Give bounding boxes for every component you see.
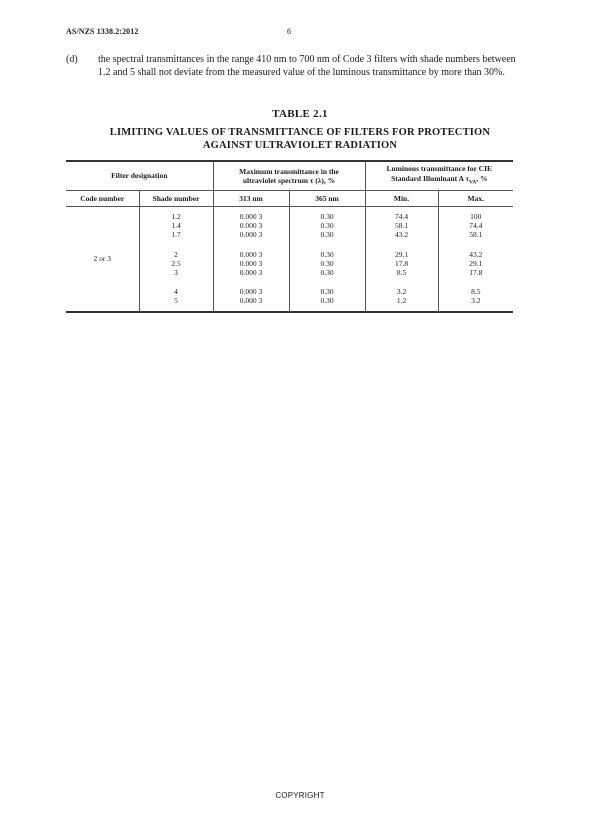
t313-value: 0.000 3	[239, 249, 263, 259]
header-luminous-transmittance	[365, 161, 513, 191]
t313-value: 0.000 3	[239, 212, 263, 221]
t365-value: 0.30	[320, 296, 334, 306]
page-number: 6	[287, 27, 291, 36]
max-value: 100	[470, 212, 482, 221]
copyright-footer: COPYRIGHT	[275, 791, 325, 800]
header-max: Max.	[438, 191, 513, 207]
header-luminous-subscript: VA	[468, 179, 477, 186]
min-value: 3.2	[396, 287, 407, 297]
table-number: TABLE 2.1	[272, 108, 328, 120]
shade-value: 3	[174, 268, 178, 278]
t365-value: 0.30	[320, 221, 334, 231]
standard-designation: AS/NZS 1338.2:2012	[66, 27, 139, 36]
table-row	[66, 207, 513, 245]
max-value: 17.8	[469, 268, 483, 278]
min-group-3	[365, 282, 438, 311]
header-max-uv-transmittance	[213, 161, 365, 191]
code-number-value: 2 or 3	[93, 254, 111, 264]
max-value: 3.2	[471, 296, 481, 306]
header-shade-number: Shade number	[139, 191, 213, 207]
t313-value: 0.000 3	[239, 258, 263, 268]
min-group-2	[365, 245, 438, 283]
shade-value: 1.7	[171, 230, 181, 240]
shade-value: 1.4	[171, 221, 181, 231]
table-title	[60, 127, 540, 152]
shade-value: 2	[174, 249, 178, 259]
max-group-1	[438, 207, 513, 245]
t313-value: 0.000 3	[239, 230, 263, 240]
header-filter-designation: Filter designation	[66, 161, 213, 191]
shade-group-1	[139, 207, 213, 245]
t365-group-2	[289, 245, 365, 283]
t365-value: 0.30	[320, 287, 334, 297]
max-group-2	[438, 245, 513, 283]
header-code-number: Code number	[66, 191, 139, 207]
shade-value: 4	[174, 287, 178, 297]
shade-value: 2.5	[171, 258, 181, 268]
header-365nm: 365 nm	[289, 191, 365, 207]
table-title-line-1: LIMITING VALUES OF TRANSMITTANCE OF FILTERS FOR PROTECTION	[109, 127, 491, 138]
max-group-3	[438, 282, 513, 311]
max-value: 58.1	[469, 230, 483, 240]
min-value: 1.2	[396, 296, 407, 306]
t365-group-1	[289, 207, 365, 245]
max-value: 43.2	[469, 249, 483, 259]
min-value: 58.1	[394, 221, 409, 231]
transmittance-table	[66, 160, 513, 313]
max-value: 29.1	[469, 258, 483, 268]
t313-value: 0.000 3	[239, 296, 263, 306]
shade-value: 5	[174, 296, 178, 306]
min-value: 43.2	[394, 230, 409, 240]
header-min: Min.	[365, 191, 438, 207]
min-value: 17.8	[394, 258, 409, 268]
max-value: 74.4	[469, 221, 483, 231]
t313-value: 0.000 3	[239, 287, 263, 297]
t365-value: 0.30	[320, 249, 334, 259]
table-title-line-2: AGAINST ULTRAVIOLET RADIATION	[202, 139, 398, 151]
header-luminous-line-1: Luminous transmittance for CIE	[386, 164, 492, 174]
t365-value: 0.30	[320, 258, 334, 268]
shade-group-2	[139, 245, 213, 283]
header-max-uv-line-1: Maximum transmittance in the	[239, 166, 339, 176]
min-group-1	[365, 207, 438, 245]
t365-value: 0.30	[320, 212, 334, 221]
t365-value: 0.30	[320, 230, 334, 240]
max-value: 8.5	[471, 287, 481, 297]
code-number-cell	[66, 207, 139, 312]
clause-text: the spectral transmittances in the range 410 nm to 700 nm of Code 3 filters with shade numbers between 1.2 and 5 shall not deviate from the measured value of the luminous transmittance by more than 30%.	[98, 54, 516, 78]
min-value: 74.4	[394, 212, 409, 221]
t365-value: 0.30	[320, 268, 334, 278]
t313-group-3	[213, 282, 289, 311]
header-luminous-unit: , %	[476, 173, 488, 183]
shade-group-3	[139, 282, 213, 311]
header-luminous-line-2-text: Standard Illuminant A τ	[391, 173, 469, 183]
min-value: 8.5	[396, 268, 407, 278]
t313-value: 0.000 3	[239, 221, 263, 231]
min-value: 29.1	[394, 249, 409, 259]
clause-label: (d)	[66, 54, 78, 65]
t313-group-1	[213, 207, 289, 245]
header-max-uv-line-2: ultraviolet spectrum τ (λ), %	[242, 176, 336, 185]
header-luminous-line-2	[366, 174, 514, 188]
t313-value: 0.000 3	[239, 268, 263, 278]
t365-group-3	[289, 282, 365, 311]
t313-group-2	[213, 245, 289, 283]
shade-value: 1.2	[171, 212, 181, 221]
header-313nm: 313 nm	[213, 191, 289, 207]
